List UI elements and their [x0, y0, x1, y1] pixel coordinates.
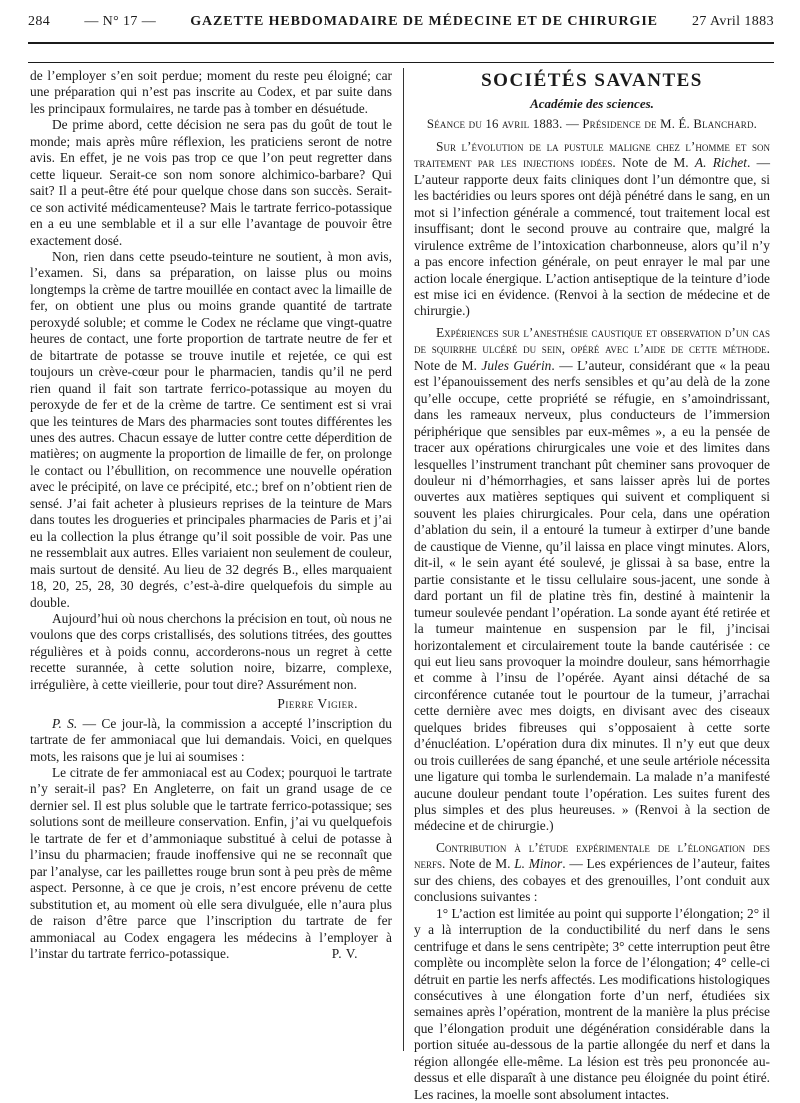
article-minor — [414, 840, 770, 906]
page-number: 284 — [28, 14, 51, 29]
article-text: . — L’auteur rapporte deux faits cliniques dont l’un démontre que, si les bactéridies ou leurs spores ont déjà pénétré dans le sang, en un mot si l’infection générale a commencé, tout traitement local est insuffisant; dont le second prouve au contraire que, malgré la virulence extrême de l’intoxication charbonneuse, alors qu’il n’y a pas encore infection générale, on peut enrayer le mal par une action locale énergique. L’action antiseptique de la teinture d’iode est mise ici en évidence. (Renvoi à la section de médecine et de chirurgie.) — [414, 155, 770, 319]
note-label: Note de M. — [414, 357, 482, 373]
article-richet — [414, 139, 770, 320]
paragraph: Le citrate de fer ammoniacal est au Codex; pourquoi le tartrate n’y serait-il pas? En Angleterre, on fait un grand usage de ce dernier sel. Il est plus soluble que le tartrate ferrico-potassique; ses solutions sont de meilleure conservation. Enfin, j’ai vu quelquefois le tartrate de fer et d’ammoniaque substitué à celui de potasse à l’insu du pharmacien; fraude inoffensive qui ne se reconnaît que par l’analyse, car les paillettes rouge brun sont à peu près de même aspect. Personne, à ce que je crois, n’est encore prévenu de cette substitution et, au moment où elle sera divulguée, elle n’aura plus de raison d’être parce que l’inscription du tartrate de fer ammoniacal au Codex engagera les médecins à l’employer à l’instar du tartrate ferrico-potassique. — [30, 765, 392, 962]
ps-text: — Ce jour-là, la commission a accepté l’inscription du tartrate de fer ammoniacal que lui demandais. Voici, en quelques mots, les raisons que je lui ai soumises : — [30, 715, 392, 764]
article-title: Expériences sur l’anesthésie caustique et observation d’un cas de squirrhe ulcéré du sein, opéré avec l’aide de cette méthode. — [414, 324, 770, 357]
journal-title: GAZETTE HEBDOMADAIRE DE MÉDECINE ET DE CHIRURGIE — [190, 14, 658, 29]
article-guerin — [414, 325, 770, 835]
ps-signature: P. V. — [331, 946, 358, 962]
article-title: Contribution à l’étude expérimentale de l’élongation des nerfs. — [414, 839, 770, 872]
paragraph: de l’employer s’en soit perdue; moment du reste peu éloigné; car une préparation qui n’est pas inscrite au Codex, et par suite dans les principaux formulaires, ne tarde pas à tomber en désuétude. — [30, 68, 392, 116]
page-header — [28, 14, 774, 44]
ps-label: P. S. — [52, 715, 78, 731]
article-text: . — L’auteur, considérant que « la peau est l’épanouissement des nerfs sensibles et qu’au delà de la zone qu’elle occupe, cette propriété se réfugie, en s’amoindrissant, dans les rameaux nerveux, plus conducteurs de l’immersion périphérique que sensibles par eux-mêmes », a eu la pensée de tracer aux opérations chirurgicales une voie et des limites dans lesquelles l’instrument tranchant pût cheminer sans provoquer de douleur ni d’hémorrhagies, et sans laisser après lui de portes ouvertes aux matières septiques qui suivent et compliquent si souvent les plaies chirurgicales. Pour cela, dans une opération d’ablation du sein, il a entouré la tumeur à extirper d’une bande de caustique de Vienne, qu’il laissa en place vingt minutes. Alors, dit-il, « le sein ayant été soulevé, je glissai à sa base, entre la partie consistante et le tissu cellulaire sous-jacent, une sonde à dard portant un fil de platine très fin, destiné à maintenir la tumeur soulevée pendant l’opération. La sonde ayant été retirée et la tumeur maintenue en suspension par le fil, j’incisai horizontalement et circulairement toute la bande cautérisée : ce qui eut lieu sans provoquer la moindre douleur, sans hémorrhagie et comme à l’insu de l’opérée. Ayant ainsi détaché de sa circonférence cutanée tout le pourtour de la tumeur, j’arrachai cette dernière avec mes doigts, en divisant avec des ciseaux quelques brides fibreuses qui s’opposaient à cette sorte d’énucléation. L’opération dura dix minutes. Il n’y eut que deux ou trois cuillerées de sang épanché, et une seule artériole nécessita une ligature qui tomba le surlendemain. La malade n’a manifesté aucune douleur pendant toute l’opération. Les suites furent des plus simples et des plus heureuses. » (Renvoi à la section de médecine et de chirurgie.) — [414, 357, 770, 834]
paragraph: Non, rien dans cette pseudo-teinture ne soutient, à mon avis, l’examen. Si, dans sa préparation, on laisse plus ou moins longtemps la crème de tartre mouillée en contact avec la limaille de fer, on obtient une plus ou moins grande quantité de tartrate peroxydé soluble; et comme le Codex ne réclame que vingt-quatre heures de contact, une forte proportion de tartrate neutre de fer et de bitartrate de potasse se trouve inutile et rejetée, ce qui est toujours un crève-cœur pour le pharmacien, tandis qu’il ne perd rien quand il fait son tartrate ferrico-potassique au moyen du peroxyde de fer et de la crème de tartre. Ce sentiment est si vrai que les teintures de Mars des pharmacies sont toutes différentes les unes des autres. Chacun essaye de lutter contre cette déperdition de matières; on augmente la proportion de limaille de fer, on prolonge le contact ou l’ébullition, on recommence une nouvelle opération avec le précipité, on lave ce précipité, etc.; bref on n’obtient rien de sensé. J’ai fait acheter à plusieurs reprises de la teinture de Mars dans toutes les drogueries et principales pharmacies de Paris et j’ai eu la collection la plus étrange qu’il soit possible de voir. Pas une ne ressemblait aux autres. Elles variaient non seulement de couleur, mais surtout de densité. Au lieu de 32 degrés B., elles marquaient 18, 20, 25, 28, 30 degrés, c’est-à-dire quelquefois du simple au double. — [30, 248, 392, 610]
left-column — [30, 68, 392, 1081]
issue-date: 27 Avril 1883 — [692, 14, 774, 29]
right-column — [414, 68, 770, 1102]
author-name: L. Minor — [514, 856, 563, 872]
postscript — [30, 716, 392, 765]
article-title: Sur l’évolution de la pustule maligne chez l’homme et son traitement par les injections iodées. — [414, 138, 770, 171]
author-name: A. Richet — [694, 155, 747, 171]
seance-heading: Séance du 16 avril 1883. — Présidence de M. É. Blanchard. — [426, 117, 758, 132]
article-text: . — Les expériences de l’auteur, faites sur des chiens, des cobayes et des grenouilles, l’ont conduit aux conclusions suivantes : — [414, 856, 770, 905]
author-signature: Pierre Vigier. — [277, 696, 358, 712]
issue-number: — N° 17 — — [84, 14, 157, 29]
academy-heading: Académie des sciences. — [530, 96, 654, 111]
section-title: SOCIÉTÉS SAVANTES — [481, 70, 703, 91]
paragraph: Aujourd’hui où nous cherchons la précision en tout, où nous ne voulons que des corps cristallisés, des solutions titrées, des gouttes régulières et à poids connu, accorderons-nous un regret à cette recette surannée, à cette solution noire, bizarre, complexe, irrégulière, à cette vieillerie, pour tout dire? Assurément non. — [30, 610, 392, 692]
paragraph: De prime abord, cette décision ne sera pas du goût de tout le monde; mais après mûre réflexion, les praticiens seront de notre avis. En effet, je ne vois pas trop ce que l’on peut regretter dans cette liqueur. Serait-ce son nom sonore alchimico-barbare? Qui sait? Il a peut-être été pour quelque chose dans son succès. Serait-ce son activité médicamenteuse? Mais le tartrate ferrico-potassique en a eu une semblable et il a sur elle l’avantage de pouvoir être exactement dosé. — [30, 117, 392, 248]
column-divider — [403, 68, 404, 1051]
header-rule — [28, 62, 774, 63]
author-name: Jules Guérin — [481, 357, 552, 373]
paragraph: 1° L’action est limitée au point qui supporte l’élongation; 2° il y a là interruption de la conductibilité du nerf dans le sens centrifuge et dans le sens centripète; 3° cette interruption peut être complète ou incomplète selon la force de l’élongation; 4° celle-ci détruit en partie les nerfs affectés. Les modifications histologiques consécutives à une élongation forte d’un nerf, étudiées six semaines après l’opération, montrent de la manière la plus précise que l’élongation produit une dégénération considérable dans la portion située au-dessous de la partie allongée du nerf et dans la région allongée elle-même. La lésion est très peu prononcée au-dessus et elle disparaît à une distance peu éloignée du point étiré. Les racines, la moelle sont absolument intactes. — [414, 905, 770, 1102]
note-label: Note de M. — [615, 155, 695, 171]
note-label: Note de M. — [445, 856, 515, 872]
